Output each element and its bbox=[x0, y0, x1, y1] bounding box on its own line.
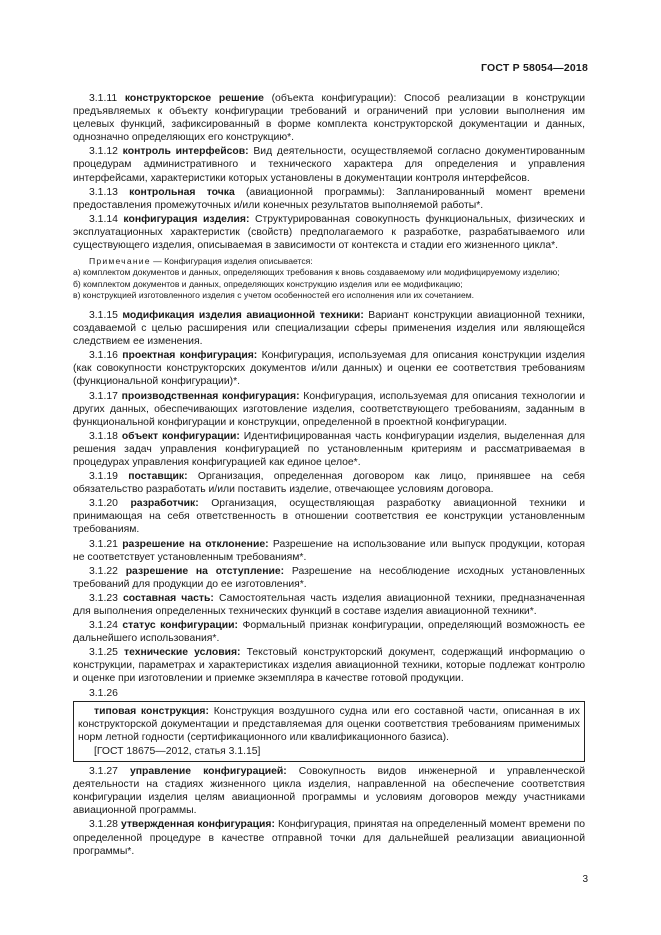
boxed-term bbox=[73, 701, 585, 762]
term-entry: 3.1.28 утвержденная конфигурация: Конфигурация, принятая на определенный момент времени по определенной процедуре в качестве отправной точки для дальнейшей реализации авиационной программы*. bbox=[73, 819, 586, 857]
term-entry: 3.1.24 статус конфигурации: Формальный признак конфигурации, определяющий возможность ее дальнейшего использования*. bbox=[73, 620, 585, 645]
term-entry: 3.1.14 конфигурация изделия: Структурированная совокупность функциональных, физических и эксплуатационных характеристик (свойств) предполагаемого к разработке, разрабатываемого или существующего изделия, описываемая в зависимости от контекста и стадии его жизненного цикла*. bbox=[73, 213, 585, 252]
page-number: 3 bbox=[582, 874, 588, 885]
term-entry: 3.1.19 поставщик: Организация, определенная договором как лицо, принявшее на себя обязательство разработать и/или поставить изделие, отвечающее условиям договора. bbox=[73, 471, 585, 496]
term-entry: 3.1.18 объект конфигурации: Идентифицированная часть конфигурации изделия, выделенная для решения задач управления конфигурацией по установленным критериям и рассматриваемая в процедурах управления конфигурацией как единое целое*. bbox=[73, 430, 585, 468]
note-intro: Примечание — Конфигурация изделия описывается: bbox=[89, 256, 313, 267]
boxed-term-source: [ГОСТ 18675—2012, статья 3.1.15] bbox=[94, 745, 261, 757]
term-entry: 3.1.16 проектная конфигурация: Конфигурация, используемая для описания конструкции изделия (как совокупности конструкторских документов и/или данных) и оценки ее соответствия требованиям (функциональной конфигурации)*. bbox=[73, 350, 585, 388]
document-header: ГОСТ Р 58054—2018 bbox=[480, 62, 588, 74]
term-entry: 3.1.22 разрешение на отступление: Разрешение на несоблюдение исходных установленных требований для продукции до ее изготовления*. bbox=[73, 565, 586, 590]
term-entry: 3.1.23 составная часть: Самостоятельная часть изделия авиационной техники, предназначенная для выполнения определенных технических функций в составе изделия авиационной техники*. bbox=[73, 592, 585, 617]
note-block bbox=[73, 256, 585, 301]
term-entry: 3.1.15 модификация изделия авиационной техники: Вариант конструкции авиационной техники, создаваемой с целью расширения или специализации сферы применения изделия или являющейся следствием ее изменения. bbox=[73, 309, 586, 348]
term-list-3 bbox=[73, 765, 585, 858]
term-entry: 3.1.21 разрешение на отклонение: Разрешение на использование или выпуск продукции, которая не соответствует установленным требованиям*. bbox=[73, 538, 585, 563]
boxed-term-text: типовая конструкция: Конструкция воздушного судна или его составной части, описанная в их конструкторской документации и представляемая для оценки соответствия требованиям применимых норм летной годности (сертификационного или квалификационного базиса). bbox=[78, 705, 580, 743]
term-entry: 3.1.17 производственная конфигурация: Конфигурация, используемая для описания технологии и других данных, обеспечивающих изготовление изделия, соответствующего требованиям, заданным в функциональной конфигурации и конструкции, определенной в проектной конфигурации. bbox=[73, 390, 585, 428]
term-entry: 3.1.13 контрольная точка (авиационной программы): Запланированный момент времени предоставления промежуточных и/или конечных результатов выполняемой работы*. bbox=[73, 186, 585, 211]
boxed-term-number: 3.1.26 bbox=[89, 687, 118, 699]
note-item: а) комплектом документов и данных, определяющих требования к вновь создаваемому или модифицируемому изделию; bbox=[73, 267, 560, 278]
page-content bbox=[73, 92, 585, 859]
term-entry: 3.1.20 разработчик: Организация, осуществляющая разработку авиационной техники и принимающая на себя ответственность в отношении соответствия ее конструкции установленным требованиям. bbox=[73, 498, 585, 536]
note-item: в) конструкцией изготовленного изделия с учетом особенностей его исполнения или их сочетанием. bbox=[73, 289, 475, 300]
note-label: Примечание bbox=[89, 256, 151, 267]
term-entry: 3.1.25 технические условия: Текстовый конструкторский документ, содержащий информацию о конструкции, параметрах и характеристиках изделия авиационной техники, которые подлежат контролю и оценке при изготовлении и приемке экземпляра в качестве готовой продукции. bbox=[73, 647, 585, 685]
term-list-1 bbox=[73, 92, 585, 252]
note-item: б) комплектом документов и данных, определяющих конструкцию изделия или ее модификацию; bbox=[73, 278, 463, 289]
term-entry: 3.1.27 управление конфигурацией: Совокупность видов инженерной и управленческой деятельности на стадиях жизненного цикла изделия, направленной на обеспечение соответствия конфигурации изделия целям авиационной программы и условиям договоров между участниками авиационной программы. bbox=[73, 766, 585, 817]
term-list-2 bbox=[73, 309, 585, 686]
term-entry: 3.1.11 конструкторское решение (объекта конфигурации): Способ реализации в конструкции предъявляемых к объекту конфигурации требований и ограничений при условии выполнения им целевых функций, зафиксированный в форме комплекта конструкторской документации и данных, однозначно определяющих его конструкцию*. bbox=[73, 93, 585, 144]
term-entry: 3.1.12 контроль интерфейсов: Вид деятельности, осуществляемой согласно документированным процедурам административного и технического характера для определения и управления интерфейсами, характеристики которых установлены в документации контроля интерфейсов. bbox=[73, 146, 586, 184]
